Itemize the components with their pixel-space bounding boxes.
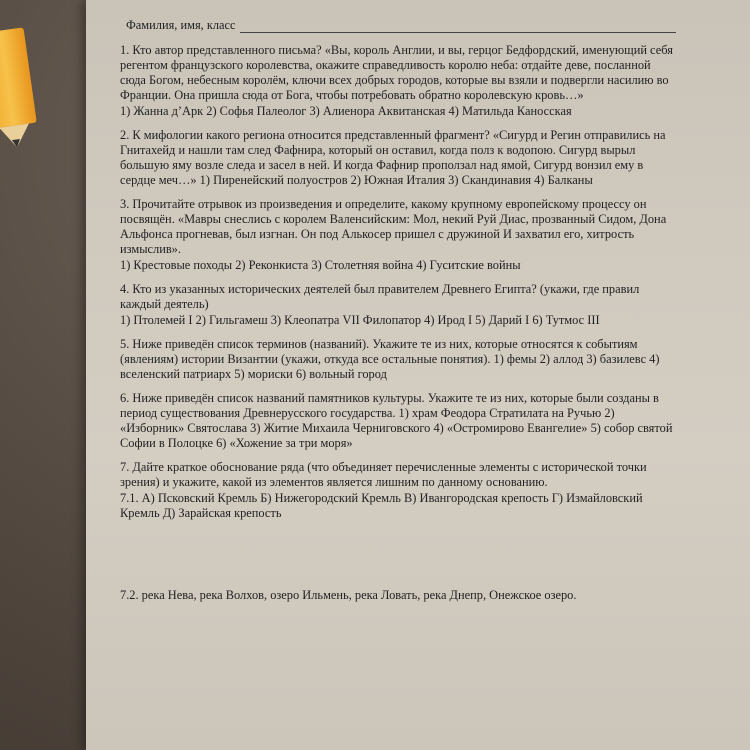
question-answers: 1) Жанна д’Арк 2) Софья Палеолог 3) Алиенора Аквитанская 4) Матильда Каносская xyxy=(120,104,572,118)
question-answers: 7.1. А) Псковский Кремль Б) Нижегородский Кремль В) Ивангородская крепость Г) Измайловский Кремль Д) Зарайская крепость xyxy=(120,491,643,520)
worksheet-content xyxy=(116,18,676,612)
question-5 xyxy=(116,337,676,382)
question-text: 6. Ниже приведён список названий памятников культуры. Укажите те из них, которые были созданы в период существования Древнерусского государства. 1) храм Феодора Стратилата на Ручью 2) «Изборник» Святослава 3) Житие Михаила Черниговского 4) «Остромирово Евангелие» 5) собор святой Софии в Полоцке 6) «Хожение за три моря» xyxy=(120,391,673,450)
question-7-2 xyxy=(116,588,676,603)
question-4 xyxy=(116,282,676,328)
question-3 xyxy=(116,197,676,273)
question-text: 7. Дайте краткое обоснование ряда (что объединяет перечисленные элементы с исторической точки зрения) и укажите, какой из элементов является лишним по данному основанию. xyxy=(120,460,647,489)
question-7 xyxy=(116,460,676,521)
question-6 xyxy=(116,391,676,451)
question-text: 1. Кто автор представленного письма? «Вы, король Англии, и вы, герцог Бедфордский, именующий себя регентом французского королевства, окажите справедливость королю неба: отдайте деве, посланной сюда Богом, небесным королём, ключи всех добрых городов, которые вы взяли и подвергли насилию во Франции. Она пришла сюда от Бога, чтобы потребовать обратно королевскую кровь…» xyxy=(120,43,673,102)
name-label: Фамилия, имя, класс xyxy=(126,18,236,32)
question-text: 3. Прочитайте отрывок из произведения и определите, какому крупному европейскому процессу он посвящён. «Мавры снеслись с королем Валенсийским: Мол, некий Руй Диас, прозванный Сидом, Дона Альфонса прогневав, был изгнан. Он под Алькосер пришел с дружиной И захватил его, хитрость измыслив». xyxy=(120,197,667,256)
question-text: 7.2. река Нева, река Волхов, озеро Ильмень, река Ловать, река Днепр, Онежское озеро. xyxy=(120,588,577,602)
question-2 xyxy=(116,128,676,188)
question-text: 5. Ниже приведён список терминов (названий). Укажите те из них, которые относятся к событиям (явлениям) истории Византии (укажи, откуда все остальные понятия). 1) фемы 2) аллод 3) базилевс 4) вселенский патриарх 5) мориски 6) вольный город xyxy=(120,337,660,381)
name-header xyxy=(126,18,676,33)
question-1 xyxy=(116,43,676,119)
question-answers: 1) Птолемей I 2) Гильгамеш 3) Клеопатра VII Филопатор 4) Ирод I 5) Дарий I 6) Тутмос III xyxy=(120,313,600,327)
question-text: 4. Кто из указанных исторических деятелей был правителем Древнего Египта? (укажи, где правил каждый деятель) xyxy=(120,282,640,311)
question-answers: 1) Крестовые походы 2) Реконкиста 3) Столетняя война 4) Гуситские войны xyxy=(120,258,521,272)
name-blank-line xyxy=(240,20,676,33)
question-text: 2. К мифологии какого региона относится представленный фрагмент? «Сигурд и Регин отправились на Гнитахейд и нашли там след Фафнира, который он оставил, когда полз к водопою. Сигурд вырыл большую яму возле следа и засел в ней. И когда Фафнир проползал над ямой, Сигурд вонзил ему в сердце меч…» 1) Пиренейский полуостров 2) Южная Италия 3) Скандинавия 4) Балканы xyxy=(120,128,666,187)
answer-space xyxy=(116,530,676,588)
